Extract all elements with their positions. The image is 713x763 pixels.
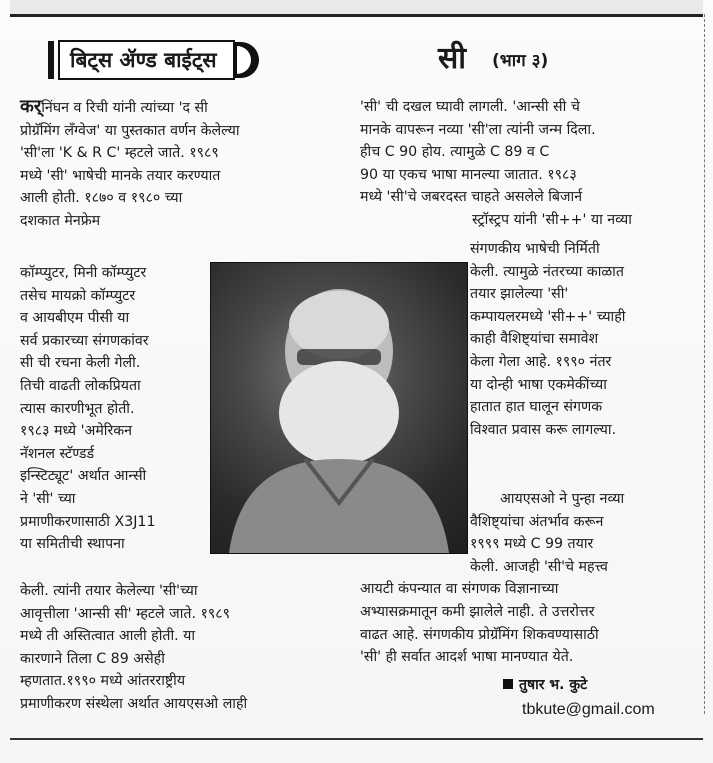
text-line: प्रमाणीकरणासाठी X3J11 [20,513,156,530]
text-line: दशकात मेनफ्रेम [20,212,101,229]
text-line: प्रमाणीकरण संस्थेला अर्थात आयएसओ लाही [20,695,248,712]
text-line: कॉम्प्युटर, मिनी कॉम्प्युटर [20,265,147,281]
author-name: तुषार भ. कुटे [519,677,588,693]
heading-crescent-icon [233,42,259,78]
text-line: आवृत्तीला 'आन्सी सी' म्हटले जाते. १९८९ [20,605,231,622]
right-column-wrap [470,238,695,441]
text-line: मध्ये 'सी'चे जबरदस्त चाहते असलेले बिजार्न [360,189,583,206]
text-line: सी ची रचना केली गेली. [20,355,141,372]
text-line: केली. त्यामुळे नंतरच्या काळात [470,263,624,280]
text-line: तसेच मायक्रो कॉम्प्युटर [20,287,136,304]
text-line: या दोन्ही भाषा एकमेकींच्या [470,376,607,393]
text-line: 90 या एकच भाषा मानल्या जातात. १९८३ [360,166,577,183]
text-line: हीच C 90 होय. त्यामुळे C 89 व C [360,144,550,161]
text-line: प्रोग्रॅमिंग लँग्वेज' या पुस्तकात वर्णन केलेल्या [20,122,240,139]
text-line: मध्ये ती अस्तित्वात आली होती. या [20,628,196,645]
drop-cap: कर् [20,96,42,117]
text-line: कारणाने तिला C 89 असेही [20,650,165,667]
text-line: त्यास कारणीभूत होती. [20,400,135,417]
text-line: काही वैशिष्ट्यांचा समावेश [470,331,599,348]
text-line: आयएसओ ने पुन्हा नव्या [500,491,625,507]
text-line: इन्स्टिट्यूट' अर्थात आन्सी [20,468,147,485]
text-line: १९८३ मध्ये 'अमेरिकन [20,423,133,440]
article-title: सी [438,41,467,76]
text-line: केली. आजही 'सी'चे महत्त्व [470,558,608,575]
right-column-bottom [360,488,695,669]
text-line: तिची वाढती लोकप्रियता [20,377,141,394]
bullet-square-icon [503,679,513,689]
heading-bar [48,41,54,79]
bottom-rule [10,738,703,740]
author-email[interactable]: tbkute@gmail.com [522,701,655,718]
text-line: व आयबीएम पीसी या [20,310,130,327]
text-line: तयार झालेल्या 'सी' [470,286,569,303]
author-byline [503,675,587,694]
text-line: संगणकीय भाषेची निर्मिती [470,241,600,257]
left-column-top [20,96,340,233]
text-line: १९९९ मध्ये C 99 तयार [470,536,594,553]
text-line: मध्ये 'सी' भाषेची मानके तयार करण्यात [20,167,221,184]
text-line: सर्व प्रकारच्या संगणकांवर [20,332,149,349]
text-line: कम्पायलरमध्ये 'सी++' च्याही [470,308,626,325]
text-line: केली. त्यांनी तयार केलेल्या 'सी'च्या [20,583,198,599]
text-line: आली होती. १८७० व १९८० च्या [20,190,183,207]
text-line: आयटी कंपन्यात वा संगणक विज्ञानाच्या [360,581,559,598]
left-column-bottom [20,580,340,716]
text-line: अभ्यासक्रमातून कमी झालेले नाही. ते उत्तरोत्तर [360,603,595,620]
text-line: 'सी' ची दखल घ्यावी लागली. 'आन्सी सी चे [360,99,580,115]
text-line: म्हणतात.१९९० मध्ये आंतरराष्ट्रीय [20,673,186,690]
article-part: (भाग ३) [492,51,549,71]
top-rule [10,0,703,17]
text-line: केला गेला आहे. १९९० नंतर [470,353,612,370]
text-line: हातात हात घालून संगणक [470,399,603,416]
text-line: विश्वात प्रवास करू लागल्या. [470,421,617,438]
left-column-wrap [20,262,210,556]
text-line: 'सी' ही सर्वात आदर्श भाषा मानण्यात येते. [360,649,574,666]
text-line: 'सी'ला 'K & R C' म्हटले जाते. १९८९ [20,145,219,162]
text-line: मानके वापरून नव्या 'सी'ला त्यांनी जन्म दिला. [360,121,596,138]
column-heading-label: बिट्स ॲण्ड बाईट्स [58,40,235,80]
text-line: नॅशनल स्टॅण्डर्ड [20,445,95,462]
text-line: वैशिष्ट्यांचा अंतर्भाव करून [470,513,604,530]
right-column-top [360,96,695,232]
text-line: ने 'सी' च्या [20,490,76,507]
text-line: वाढत आहे. संगणकीय प्रोग्रॅमिंग शिकवण्यासाठी [360,626,599,643]
text-line: स्ट्रॉस्ट्रप यांनी 'सी++' या नव्या [472,211,632,228]
text-line: कर्निंघन व रिची यांनी त्यांच्या 'द सी [20,96,208,117]
column-heading [48,40,278,80]
text-line: या समितीची स्थापना [20,536,125,553]
side-rule [702,14,705,714]
